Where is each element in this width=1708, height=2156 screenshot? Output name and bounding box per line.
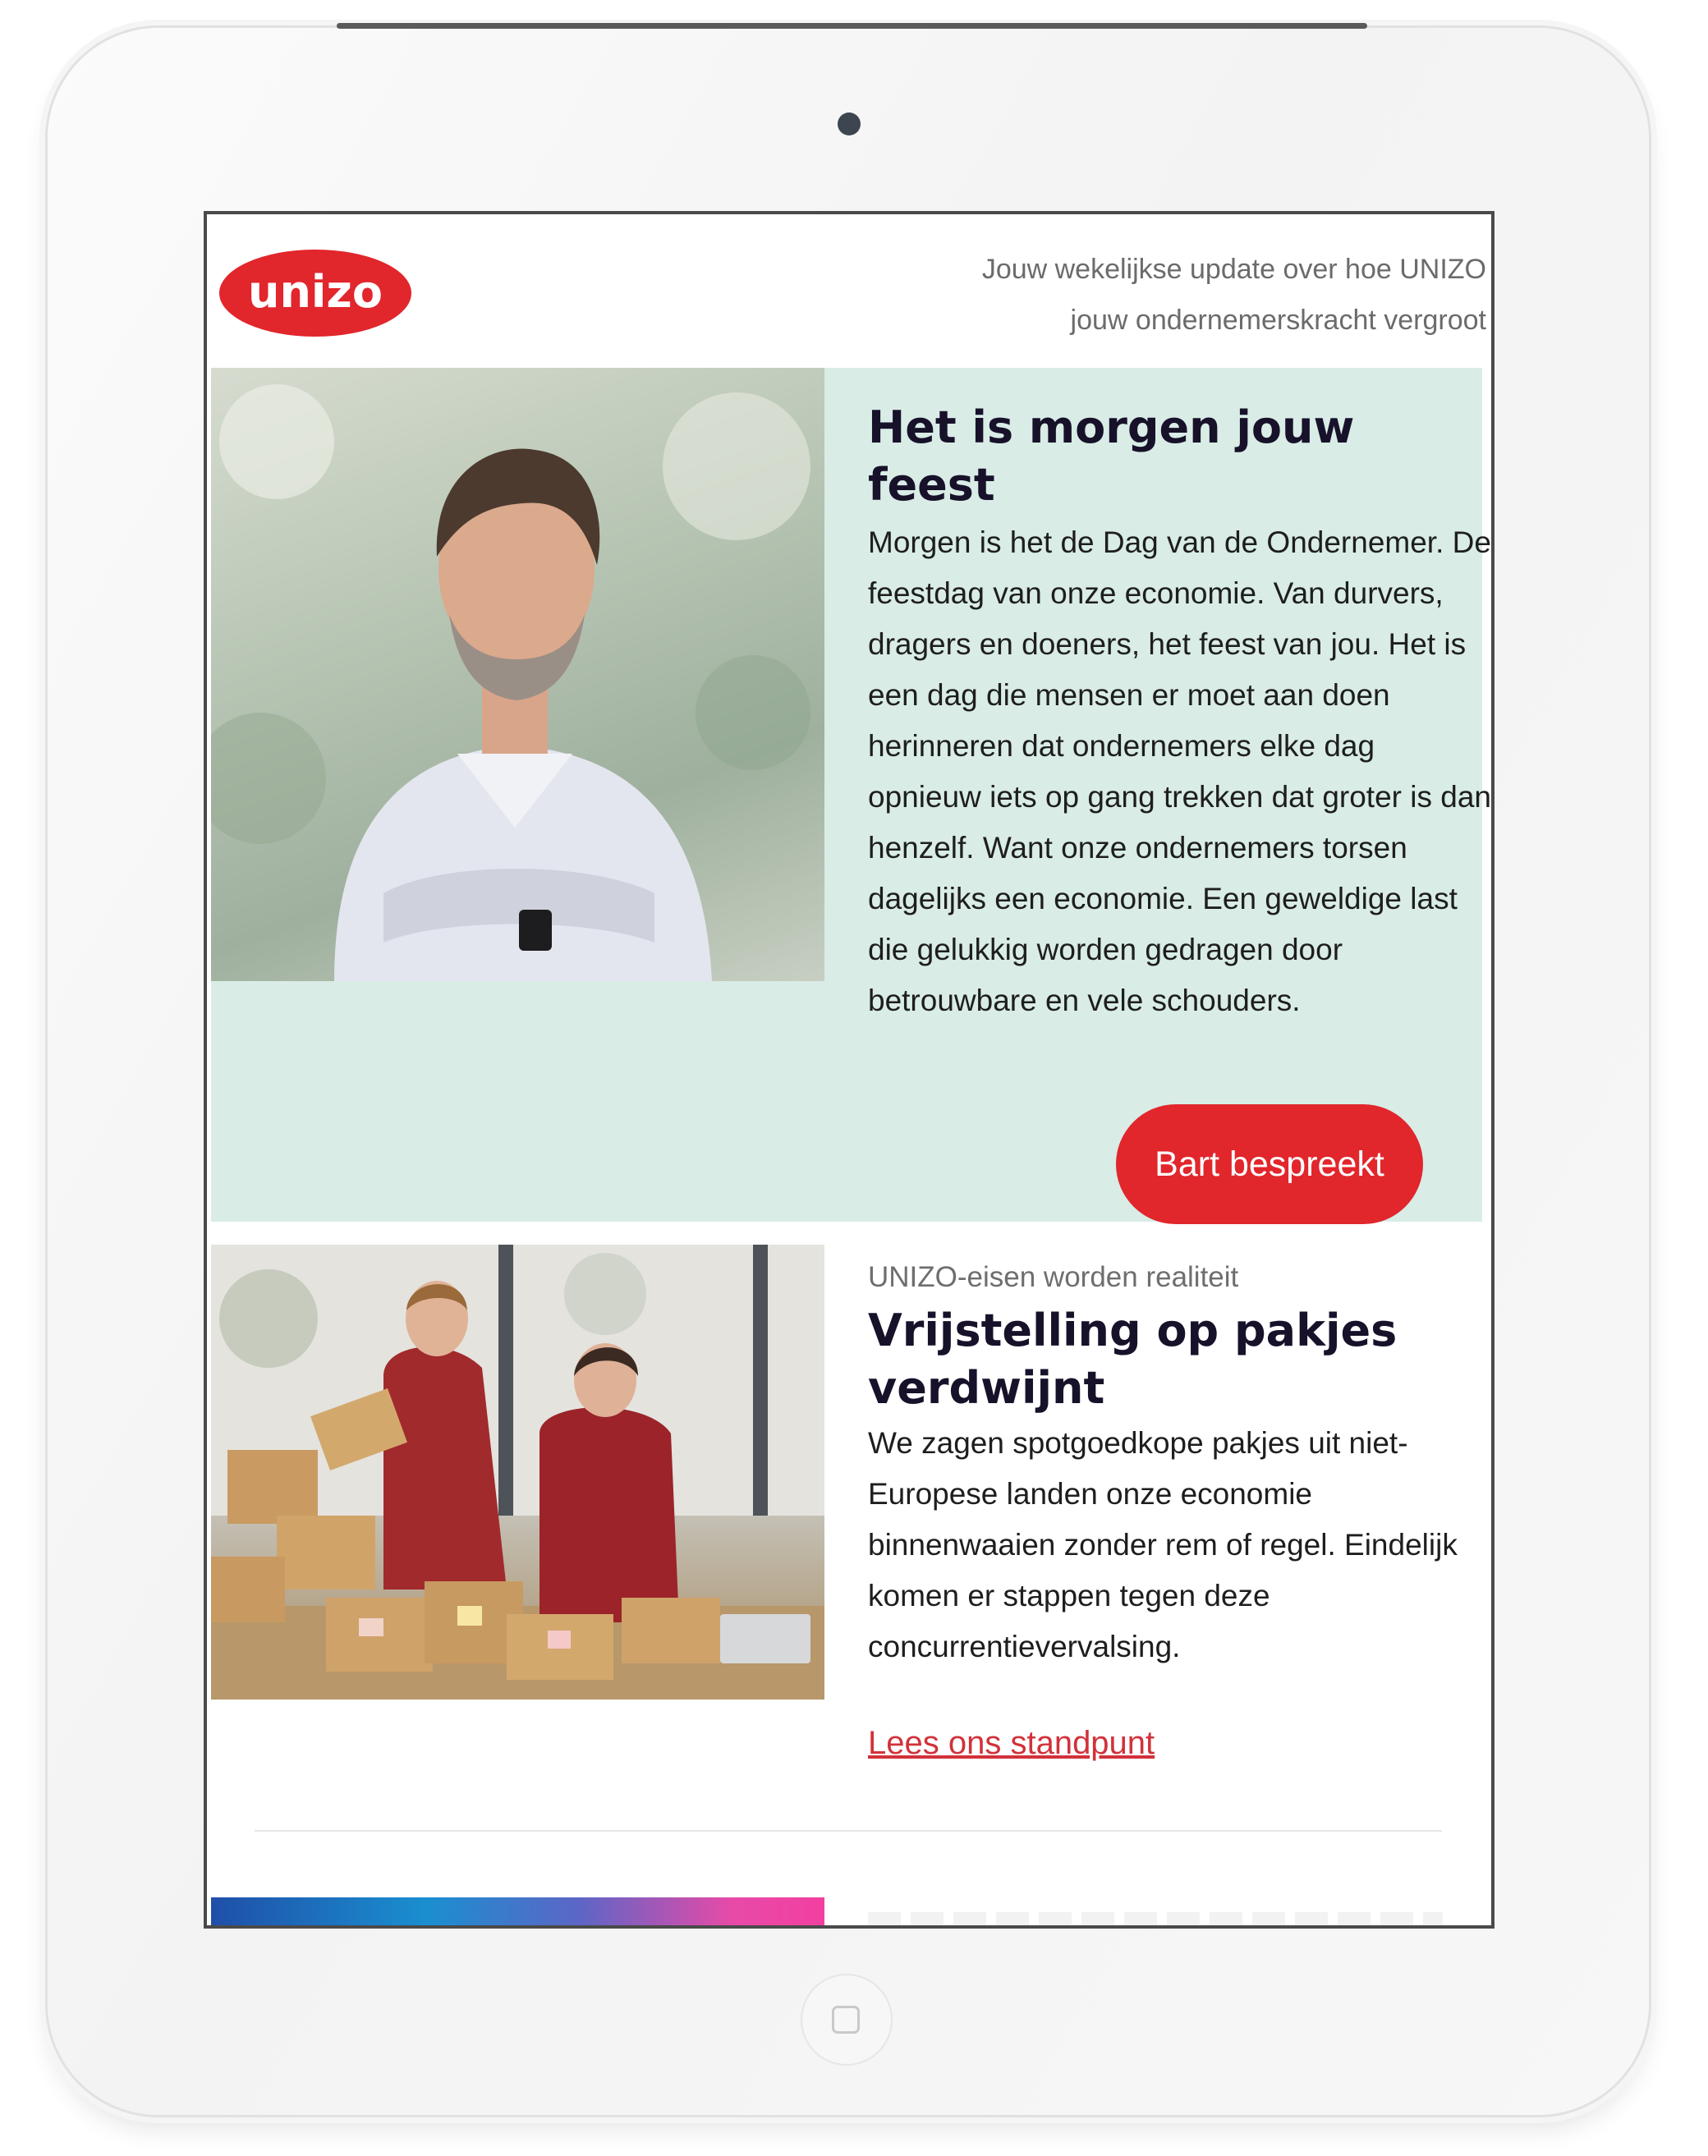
packing-people-illustration bbox=[211, 1245, 824, 1700]
hero-photo-businessman[interactable] bbox=[211, 368, 824, 981]
camera-icon bbox=[838, 112, 861, 135]
article-photo-packages[interactable] bbox=[211, 1245, 824, 1700]
tagline-line-2: jouw ondernemerskracht vergroot bbox=[1070, 305, 1486, 336]
hero-section bbox=[211, 368, 1491, 1222]
unizo-logo[interactable] bbox=[218, 249, 412, 337]
tagline-line-1: Jouw wekelijkse update over hoe UNIZO bbox=[981, 254, 1486, 285]
header-tagline bbox=[829, 244, 1486, 346]
hero-body-text: Morgen is het de Dag van de Ondernemer. De feestdag van onze economie. Van durvers, dragers en doeners, het feest van jou. Het is een dag die mensen er moet aan doen herinneren dat ondernemers elke dag opnieuw iets op gang trekken dat groter is dan henzelf. Want onze ondernemers torsen dagelijks een economie. Een geweldige last die gelukkig worden gedragen door betrouwbare en vele schouders. bbox=[868, 525, 1491, 1017]
article-title: Vrijstelling op pakjes verdwijnt bbox=[868, 1305, 1398, 1414]
article-body-text: We zagen spotgoedkope pakjes uit niet-Europese landen onze economie binnenwaaien zonder rem of regel. Eindelijk komen er stappen tegen deze concurrentievervalsing. bbox=[868, 1426, 1458, 1663]
section-divider bbox=[255, 1830, 1442, 1832]
bart-bespreekt-button[interactable]: Bart bespreekt bbox=[1116, 1104, 1423, 1224]
email-screen bbox=[207, 214, 1491, 1925]
hero-title: Het is morgen jouw feest bbox=[868, 401, 1355, 511]
article-kicker: UNIZO-eisen worden realiteit bbox=[868, 1261, 1239, 1293]
next-article-text-top bbox=[868, 1912, 1443, 1925]
tablet-top-edge bbox=[337, 23, 1367, 29]
businessman-illustration bbox=[211, 368, 824, 981]
home-square-icon bbox=[832, 2006, 860, 2034]
lees-ons-standpunt-link[interactable]: Lees ons standpunt bbox=[868, 1725, 1155, 1761]
logo-text: unizo bbox=[248, 266, 383, 318]
next-article-image-top[interactable] bbox=[211, 1897, 824, 1925]
